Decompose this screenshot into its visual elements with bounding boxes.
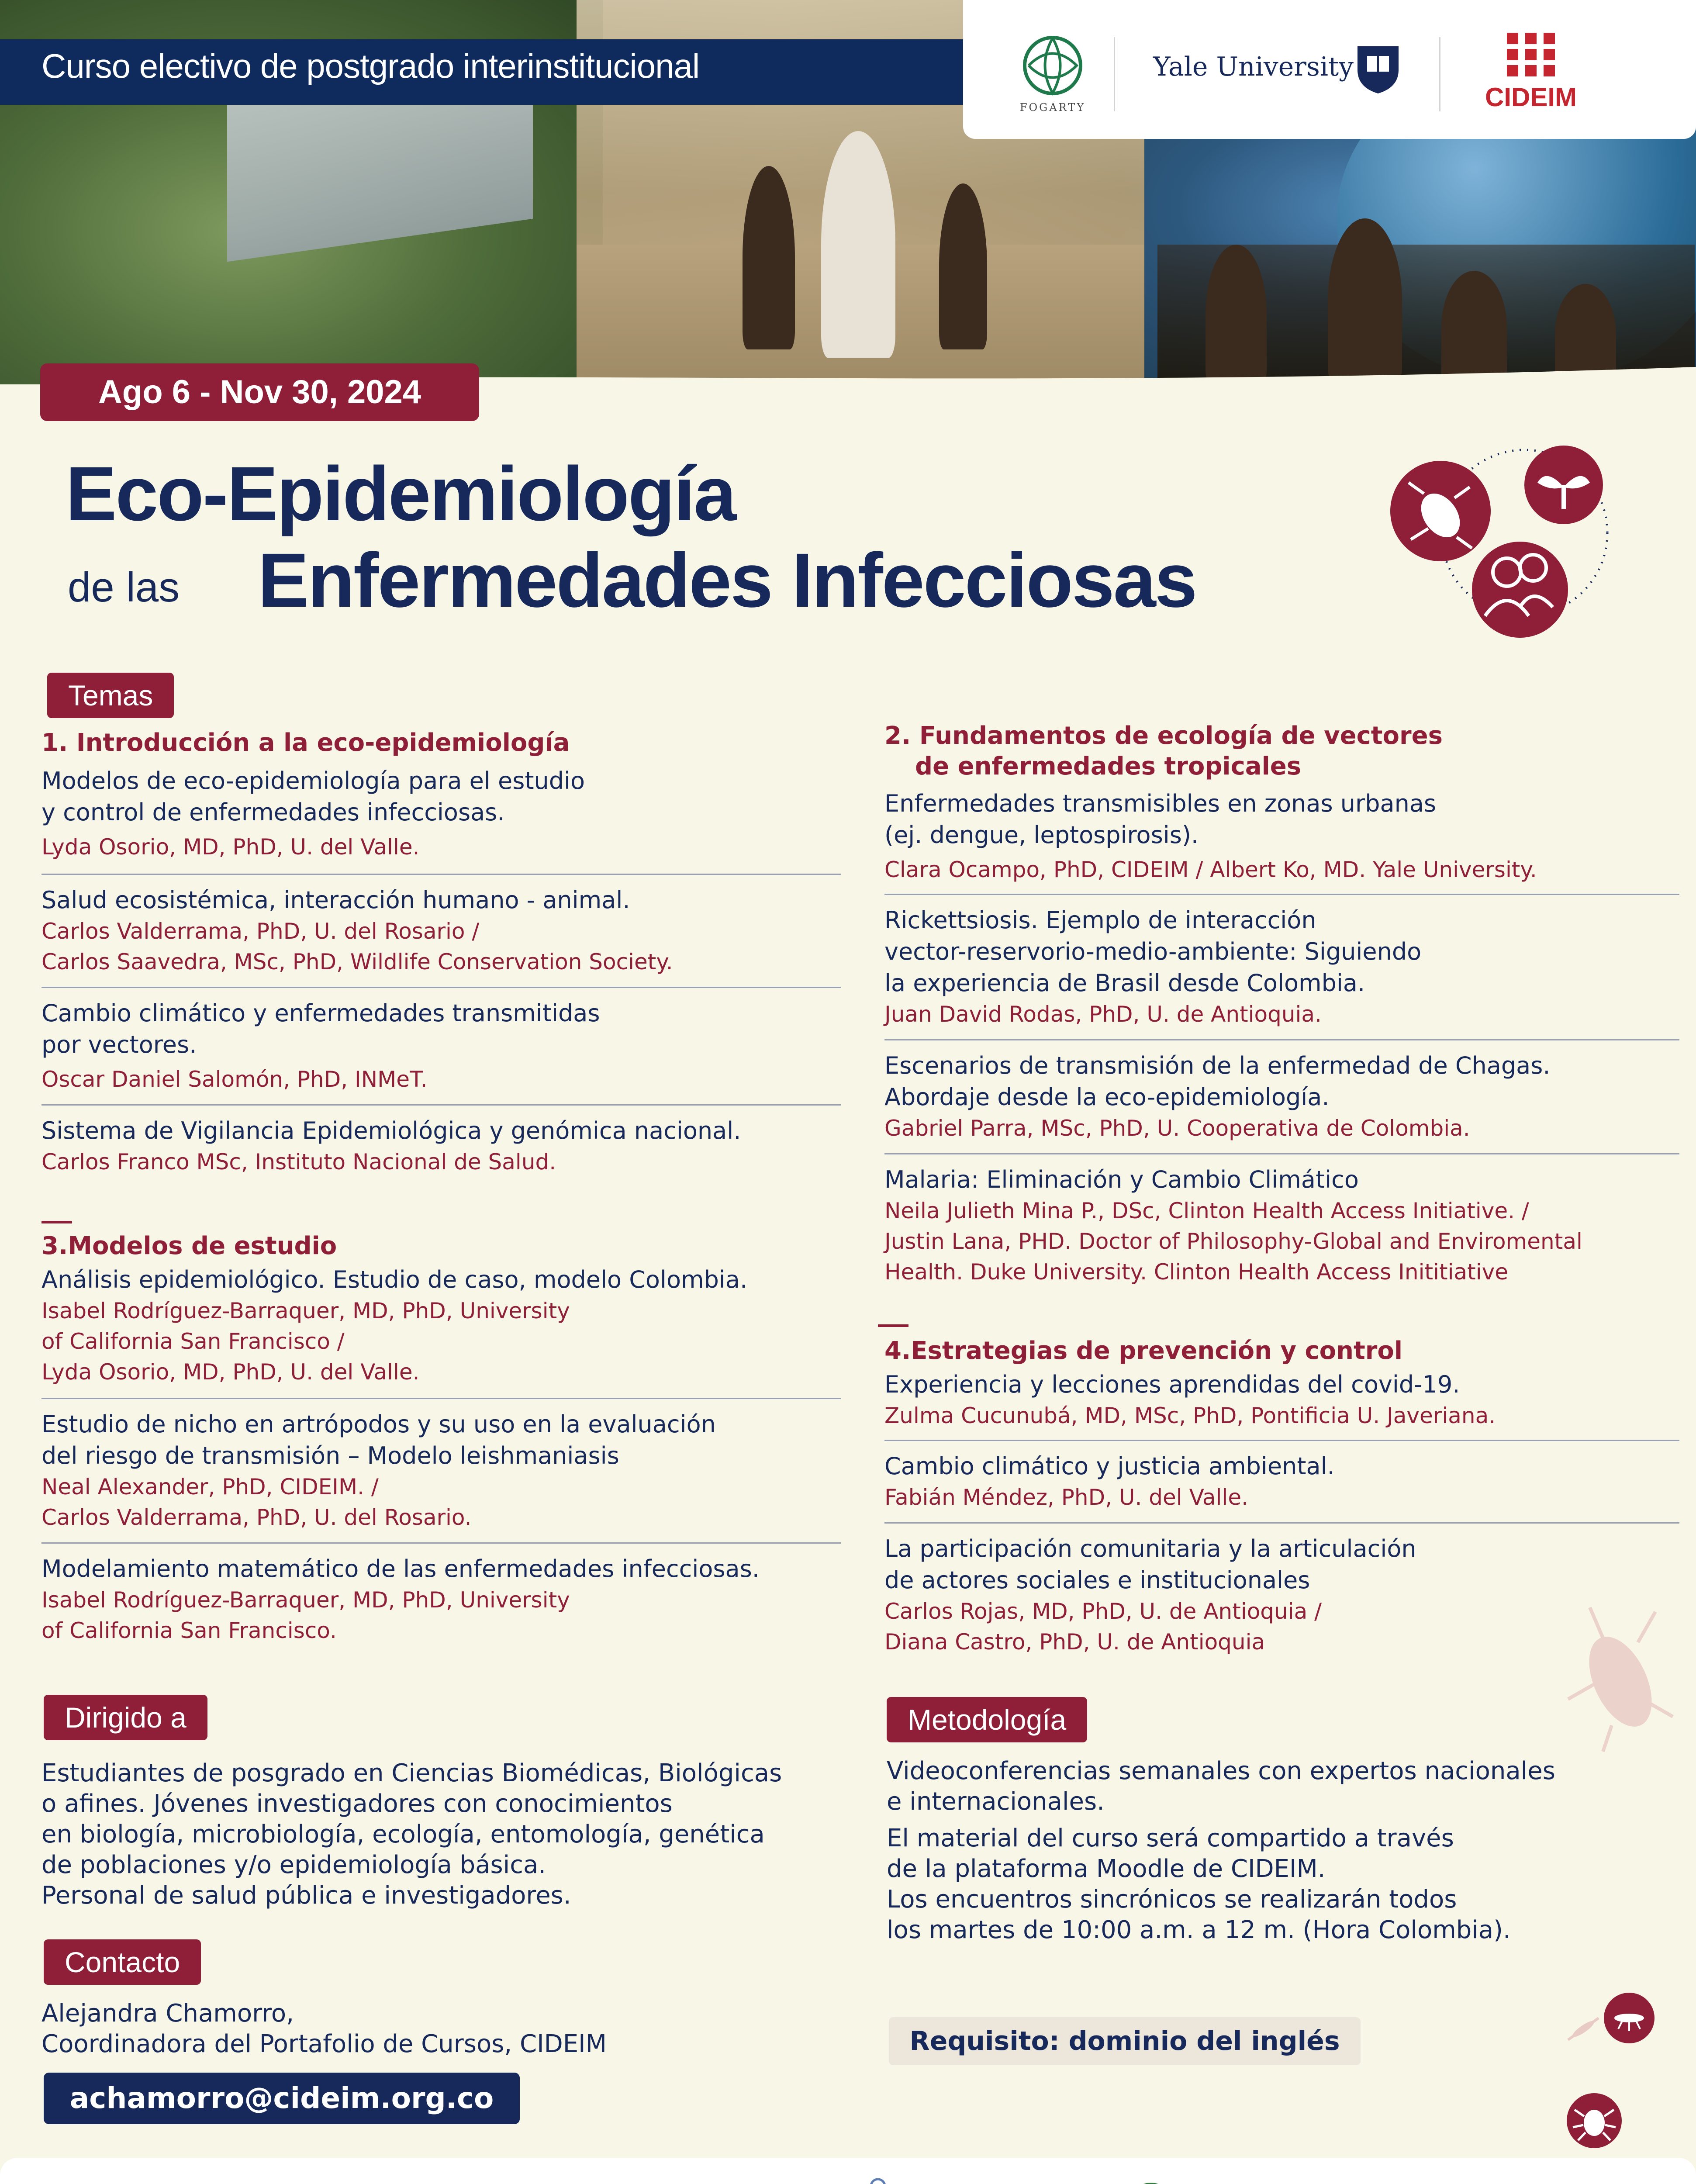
topic-2-item-2-speakers: Juan David Rodas, PhD, U. de Antioquia. — [884, 1002, 1322, 1027]
topic-2-item-1-speakers: Clara Ocampo, PhD, CIDEIM / Albert Ko, MD. Yale University. — [884, 857, 1537, 882]
title-line-2: Enfermedades Infecciosas — [258, 538, 1196, 623]
insect-watermark-icon — [1564, 1599, 1677, 1756]
topic-2-item-4-speakers: Neila Julieth Mina P., DSc, Clinton Health Access Initiative. / Justin Lana, PHD. Doctor of Philosophy-Global and Enviromental Health. Duke University. Clinton Health Access Inititiative — [884, 1198, 1582, 1285]
topic-3-number: 3. — [41, 1232, 68, 1260]
topic-3-item-1-title: Análisis epidemiológico. Estudio de caso, modelo Colombia. — [41, 1266, 748, 1293]
topic-4 — [884, 1337, 1679, 1657]
partner-logos-box — [963, 0, 1696, 139]
topic-3-item-3-title: Modelamiento matemático de las enfermedades infecciosas. — [41, 1555, 760, 1583]
tick-icon — [1566, 2092, 1623, 2149]
eco-health-icons — [1389, 441, 1634, 642]
divider — [884, 1153, 1679, 1154]
contacto-text: Alejandra Chamorro, Coordinadora del Portafolio de Cursos, CIDEIM — [41, 1999, 607, 2058]
topic-4-item-2-speakers: Fabián Méndez, PhD, U. del Valle. — [884, 1485, 1248, 1510]
topic-1-number: 1. — [41, 729, 68, 757]
seedling-icon — [1524, 446, 1603, 524]
topic-1 — [41, 729, 841, 1177]
divider — [41, 874, 841, 875]
topic-2-item-2-title: Rickettsiosis. Ejemplo de interacción vector-reservorio-medio-ambiente: Siguiendo la experiencia de Brasil desde Colombia. — [884, 906, 1422, 997]
topic-1-heading: Introducción a la eco-epidemiología — [76, 729, 570, 757]
topic-1-item-3-speakers: Oscar Daniel Salomón, PhD, INMeT. — [41, 1067, 428, 1092]
dirigido-section-label: Dirigido a — [44, 1695, 207, 1740]
topic-4-item-3-title: La participación comunitaria y la articulación de actores sociales e institucionales — [884, 1535, 1416, 1594]
topic-2 — [884, 721, 1679, 1287]
section-marker — [878, 1324, 908, 1327]
javeriana-crest-icon — [836, 2177, 919, 2184]
mosquito-icon — [1603, 1992, 1655, 2044]
topic-1-item-4-title: Sistema de Vigilancia Epidemiológica y genómica nacional. — [41, 1117, 741, 1144]
people-icon — [1472, 542, 1568, 638]
topic-2-heading: 2. Fundamentos de ecología de vectores de enfermedades tropicales — [884, 722, 1443, 781]
temas-section-label: Temas — [47, 673, 174, 718]
cideim-label: CIDEIM — [1485, 83, 1577, 112]
topic-2-item-1-title: Enfermedades transmisibles en zonas urbanas (ej. dengue, leptospirosis). — [884, 790, 1437, 849]
fogarty-label: FOGARTY — [1019, 101, 1086, 114]
requirement-badge: Requisito: dominio del inglés — [889, 2017, 1361, 2065]
sue-logo-icon — [168, 2180, 343, 2184]
topic-4-item-1-title: Experiencia y lecciones aprendidas del covid-19. — [884, 1371, 1460, 1398]
topic-2-item-3-title: Escenarios de transmisión de la enfermedad de Chagas. Abordaje desde la eco-epidemiología. — [884, 1052, 1551, 1111]
topic-3-item-2-speakers: Neal Alexander, PhD, CIDEIM. / Carlos Valderrama, PhD, U. del Rosario. — [41, 1474, 472, 1530]
topic-3-heading: Modelos de estudio — [68, 1232, 337, 1260]
topic-1-item-2-speakers: Carlos Valderrama, PhD, U. del Rosario / Carlos Saavedra, MSc, PhD, Wildlife Conservation Society. — [41, 919, 673, 975]
date-range-badge: Ago 6 - Nov 30, 2024 — [40, 363, 479, 421]
divider — [884, 1522, 1679, 1524]
topic-4-number: 4. — [884, 1337, 911, 1365]
divider — [884, 894, 1679, 895]
title-line-2-prefix: de las — [68, 564, 180, 611]
yale-label: Yale University — [1153, 52, 1354, 82]
topic-1-item-2-title: Salud ecosistémica, interacción humano - animal. — [41, 886, 630, 914]
topic-3-item-3-speakers: Isabel Rodríguez-Barraquer, MD, PhD, University of California San Francisco. — [41, 1587, 570, 1643]
divider — [41, 1398, 841, 1399]
topic-3-item-2-title: Estudio de nicho en artrópodos y su uso en la evaluación del riesgo de transmisión – Modelo leishmaniasis — [41, 1410, 716, 1469]
antioquia-seal-icon — [1118, 2175, 1184, 2184]
mosquito-watermark-icon — [1564, 2009, 1603, 2049]
yale-shield-icon — [1354, 44, 1402, 96]
title-line-1: Eco-Epidemiología — [66, 451, 736, 537]
topic-2-item-4-title: Malaria: Eliminación y Cambio Climático — [884, 1166, 1359, 1193]
contact-email-link[interactable]: achamorro@cideim.org.co — [44, 2073, 520, 2124]
divider — [41, 1104, 841, 1106]
contacto-section-label: Contacto — [44, 1939, 201, 1985]
topic-4-item-3-speakers: Carlos Rojas, MD, PhD, U. de Antioquia / Diana Castro, PhD, U. de Antioquia — [884, 1599, 1322, 1655]
metodologia-text: Videoconferencias semanales con expertos nacionales e internacionales. El material del curso será compartido a través de la plataforma Moodle de CIDEIM. Los encuentros sincrónicos se realizarán todos los martes de 10:00 a.m. a 12 m. (Hora Colombia). — [887, 1757, 1555, 1944]
topic-4-item-2-title: Cambio climático y justicia ambiental. — [884, 1452, 1335, 1480]
divider — [884, 1440, 1679, 1441]
metodologia-section-label: Metodología — [887, 1697, 1087, 1742]
topic-1-item-3-title: Cambio climático y enfermedades transmitidas por vectores. — [41, 999, 600, 1058]
topic-2-item-3-speakers: Gabriel Parra, MSc, PhD, U. Cooperativa de Colombia. — [884, 1116, 1470, 1141]
section-marker — [41, 1221, 72, 1223]
course-type-text: Curso electivo de postgrado interinstitucional — [41, 47, 700, 85]
topic-3-item-1-speakers: Isabel Rodríguez-Barraquer, MD, PhD, University of California San Francisco / Lyda Osorio, MD, PhD, U. del Valle. — [41, 1298, 570, 1385]
topic-3 — [41, 1232, 841, 1646]
divider — [884, 1039, 1679, 1040]
cideim-logo-icon — [1507, 33, 1555, 76]
divider — [41, 1542, 841, 1544]
insect-icon — [1390, 461, 1491, 561]
dirigido-text: Estudiantes de posgrado en Ciencias Biomédicas, Biológicas o afines. Jóvenes investigadores con conocimientos en biología, microbiología, ecología, entomología, genética de poblaciones y/o epidemiología básica. Personal de salud pública e investigadores. — [41, 1759, 782, 1910]
topic-1-item-1-title: Modelos de eco-epidemiología para el estudio y control de enfermedades infecciosas. — [41, 767, 585, 826]
topic-1-item-4-speakers: Carlos Franco MSc, Instituto Nacional de Salud. — [41, 1149, 556, 1175]
topic-4-heading: Estrategias de prevención y control — [911, 1337, 1403, 1365]
divider — [41, 987, 841, 988]
topic-4-item-1-speakers: Zulma Cucunubá, MD, MSc, PhD, Pontificia U. Javeriana. — [884, 1403, 1496, 1428]
fogarty-logo-icon — [1020, 33, 1085, 98]
topic-1-item-1-speakers: Lyda Osorio, MD, PhD, U. del Valle. — [41, 834, 420, 860]
